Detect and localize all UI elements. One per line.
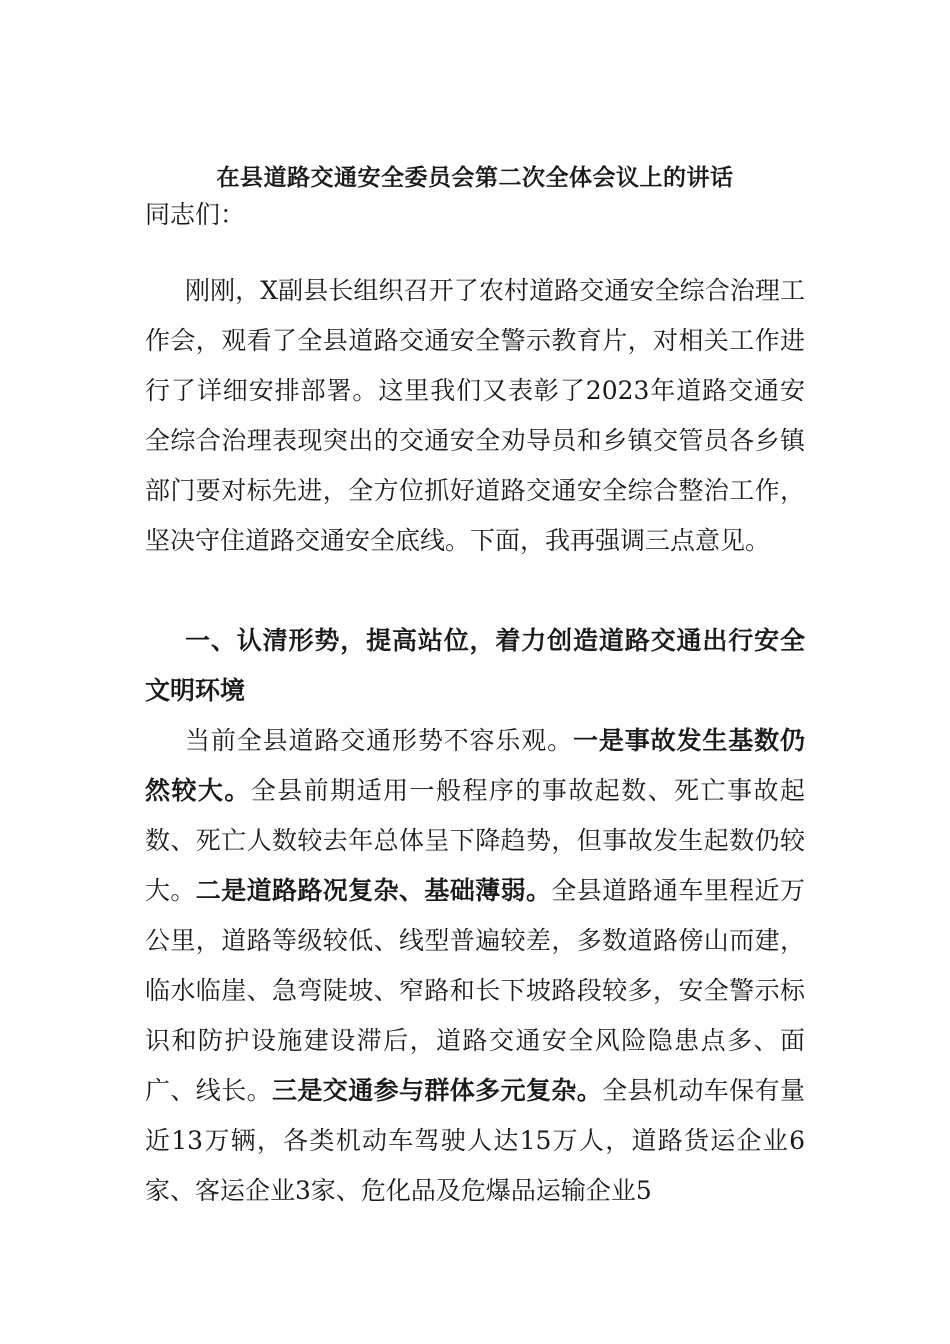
situation-intro: 当前全县道路交通形势不容乐观。 bbox=[185, 726, 574, 755]
section-heading-1: 一、认清形势，提高站位，着力创造道路交通出行安全文明环境 bbox=[145, 626, 805, 705]
paragraph-opening: 刚刚，X副县长组织召开了农村道路交通安全综合治理工作会，观看了全县道路交通安全警示教育片，对相关工作进行了详细安排部署。这里我们又表彰了2023年道路交通安全综合治理表现突出的交通安全劝导员和乡镇交管员各乡镇部门要对标先进，全方位抓好道路交通安全综合整治工作，坚决守住道路交通安全底线。下面，我再强调三点意见。 bbox=[145, 276, 805, 555]
point-1-title: 一是事故发生基数仍然较大。 bbox=[145, 726, 805, 805]
paragraph-situation bbox=[145, 716, 805, 1216]
point-2-text: 全县道路通车里程近万公里，道路等级较低、线型普遍较差，多数道路傍山而建，临水临崖、急弯陡坡、窄路和长下坡路段较多，安全警示标识和防护设施建设滞后，道路交通安全风险隐患点多、面广、线长。 bbox=[145, 876, 805, 1105]
point-2-title: 二是道路路况复杂、基础薄弱。 bbox=[195, 876, 552, 905]
salutation: 同志们： bbox=[145, 200, 246, 229]
document-title: 在县道路交通安全委员会第二次全体会议上的讲话 bbox=[216, 164, 734, 191]
point-3-title: 三是交通参与群体多元复杂。 bbox=[272, 1076, 603, 1105]
point-1-text: 全县前期适用一般程序的事故起数、死亡事故起数、死亡人数较去年总体呈下降趋势，但事故发生起数仍较大。 bbox=[145, 776, 805, 905]
point-3-text: 全县机动车保有量近13万辆，各类机动车驾驶人达15万人，道路货运企业6家、客运企业3家、危化品及危爆品运输企业5 bbox=[145, 1076, 805, 1205]
